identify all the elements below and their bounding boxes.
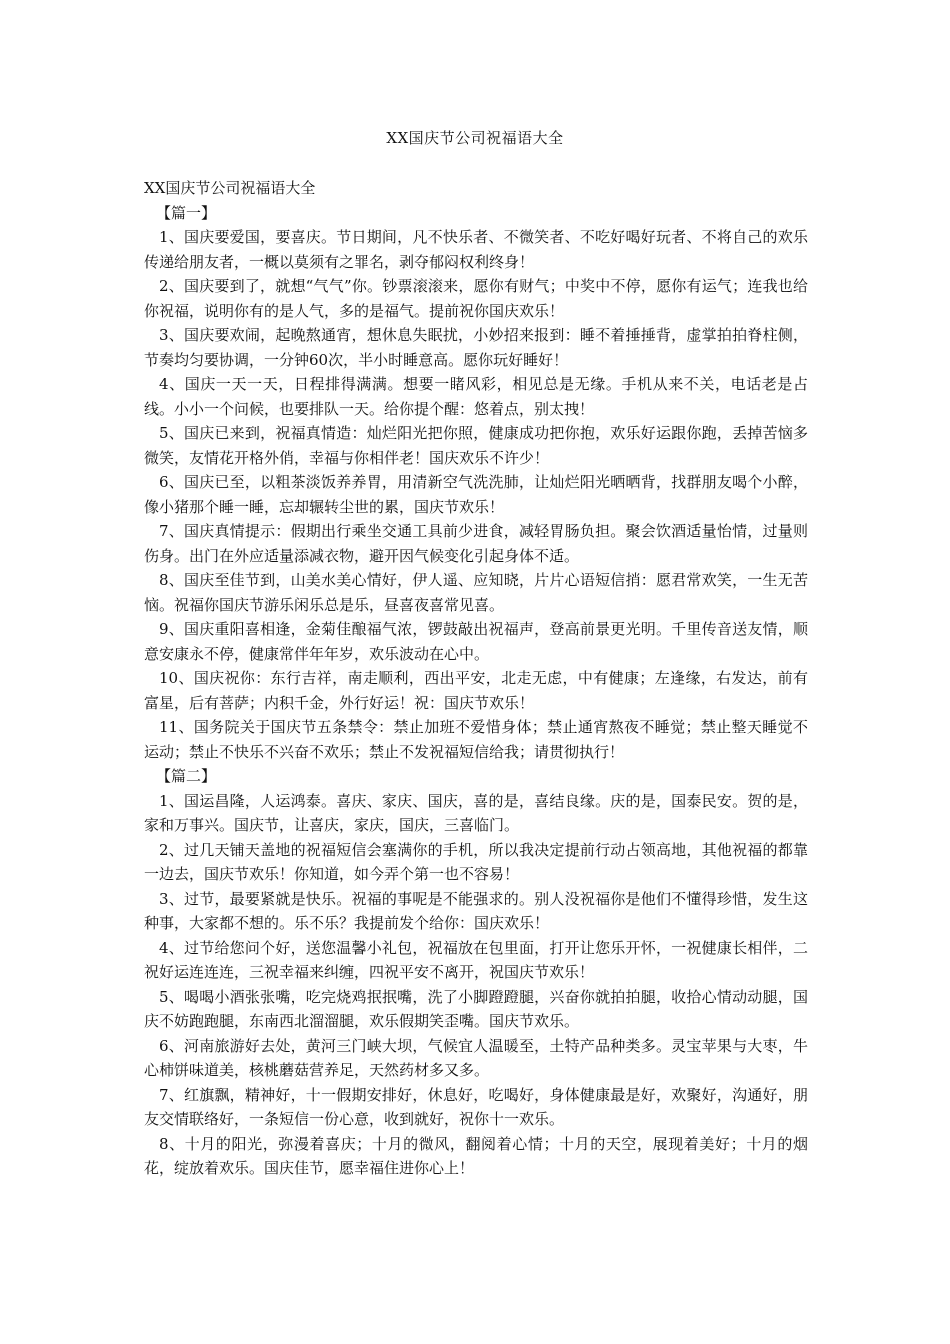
paragraph: 6、河南旅游好去处，黄河三门峡大坝，气候宜人温暖至，土特产品种类多。灵宝苹果与大枣，牛心柿饼味道美，核桃蘑菇营养足，天然药材多又多。 (144, 1036, 808, 1079)
paragraph: 7、红旗飘，精神好，十一假期安排好，休息好，吃喝好，身体健康最是好，欢聚好，沟通好，朋友交情联络好，一条短信一份心意，收到就好，祝你十一欢乐。 (144, 1085, 808, 1128)
paragraph: 4、国庆一天一天，日程排得满满。想要一睹风彩，相见总是无缘。手机从来不关，电话老是占线。小小一个问候，也要排队一天。给你提个醒：悠着点，别太拽！ (144, 375, 808, 418)
paragraph: 1、国庆要爱国，要喜庆。节日期间，凡不快乐者、不微笑者、不吃好喝好玩者、不将自己的欢乐传递给朋友者，一概以莫须有之罪名，剥夺郁闷权利终身！ (144, 228, 808, 271)
paragraph: 2、国庆要到了，就想“气气”你。钞票滚滚来，愿你有财气；中奖中不停，愿你有运气；连我也给你祝福，说明你有的是人气，多的是福气。提前祝你国庆欢乐！ (144, 277, 808, 320)
paragraph: 4、过节给您问个好，送您温馨小礼包，祝福放在包里面，打开让您乐开怀，一祝健康长相伴，二祝好运连连连，三祝幸福来纠缠，四祝平安不离开，祝国庆节欢乐！ (144, 938, 808, 981)
section-heading: 【篇二】 (156, 767, 217, 785)
document-title: XX国庆节公司祝福语大全 (386, 129, 564, 147)
paragraph: 6、国庆已至，以粗茶淡饭养养胃，用清新空气洗洗肺，让灿烂阳光晒晒背，找群朋友喝个小醉，像小猪那个睡一睡，忘却辗转尘世的累，国庆节欢乐！ (144, 473, 808, 516)
paragraph: 3、国庆要欢闹，起晚熬通宵，想休息失眠扰，小妙招来报到：睡不着捶捶背，虚掌拍拍脊柱侧，节奏均匀要协调，一分钟60次，半小时睡意高。愿你玩好睡好！ (144, 326, 808, 369)
section-1 (144, 201, 808, 765)
section-heading: 【篇一】 (156, 203, 217, 222)
paragraph: 7、国庆真情提示：假期出行乘坐交通工具前少进食，减轻胃肠负担。聚会饮酒适量怡情，过量则伤身。出门在外应适量添减衣物，避开因气候变化引起身体不适。 (144, 522, 808, 565)
paragraph: 5、国庆已来到，祝福真情造：灿烂阳光把你照，健康成功把你抱，欢乐好运跟你跑，丢掉苦恼多微笑，友情花开格外俏，幸福与你相伴老！国庆欢乐不许少！ (144, 424, 808, 467)
document-subtitle: XX国庆节公司祝福语大全 (144, 179, 316, 197)
paragraph: 8、十月的阳光，弥漫着喜庆；十月的微风，翻阅着心情；十月的天空，展现着美好；十月的烟花，绽放着欢乐。国庆佳节，愿幸福住进你心上！ (144, 1134, 808, 1177)
paragraph: 2、过几天铺天盖地的祝福短信会塞满你的手机，所以我决定提前行动占领高地，其他祝福的都靠一边去，国庆节欢乐！你知道，如今弄个第一也不容易！ (144, 840, 808, 883)
paragraph: 8、国庆至佳节到，山美水美心情好，伊人遥、应知晓，片片心语短信捎：愿君常欢笑，一生无苦恼。祝福你国庆节游乐闲乐总是乐，昼喜夜喜常见喜。 (144, 571, 808, 614)
section-2 (144, 764, 808, 1181)
paragraph: 3、过节，最要紧就是快乐。祝福的事呢是不能强求的。别人没祝福你是他们不懂得珍惜，发生这种事，大家都不想的。乐不乐？我提前发个给你：国庆欢乐！ (144, 889, 808, 932)
paragraph: 1、国运昌隆，人运鸿泰。喜庆、家庆、国庆，喜的是，喜结良缘。庆的是，国泰民安。贺的是，家和万事兴。国庆节，让喜庆，家庆，国庆，三喜临门。 (144, 791, 808, 834)
paragraph: 9、国庆重阳喜相逢，金菊佳酿福气浓，锣鼓敲出祝福声，登高前景更光明。千里传音送友情，顺意安康永不停，健康常伴年年岁，欢乐波动在心中。 (144, 620, 808, 663)
paragraph: 11、国务院关于国庆节五条禁令：禁止加班不爱惜身体；禁止通宵熬夜不睡觉；禁止整天睡觉不运动；禁止不快乐不兴奋不欢乐；禁止不发祝福短信给我；请贯彻执行！ (144, 718, 808, 761)
paragraph: 10、国庆祝你：东行吉祥，南走顺利，西出平安，北走无虑，中有健康；左逢缘，右发达，前有富星，后有菩萨；内积千金，外行好运！祝：国庆节欢乐！ (144, 669, 808, 712)
paragraph: 5、喝喝小酒张张嘴，吃完烧鸡抿抿嘴，洗了小脚蹬蹬腿，兴奋你就拍拍腿，收拾心情动动腿，国庆不妨跑跑腿，东南西北溜溜腿，欢乐假期笑歪嘴。国庆节欢乐。 (144, 987, 808, 1030)
document-body (144, 176, 808, 1181)
